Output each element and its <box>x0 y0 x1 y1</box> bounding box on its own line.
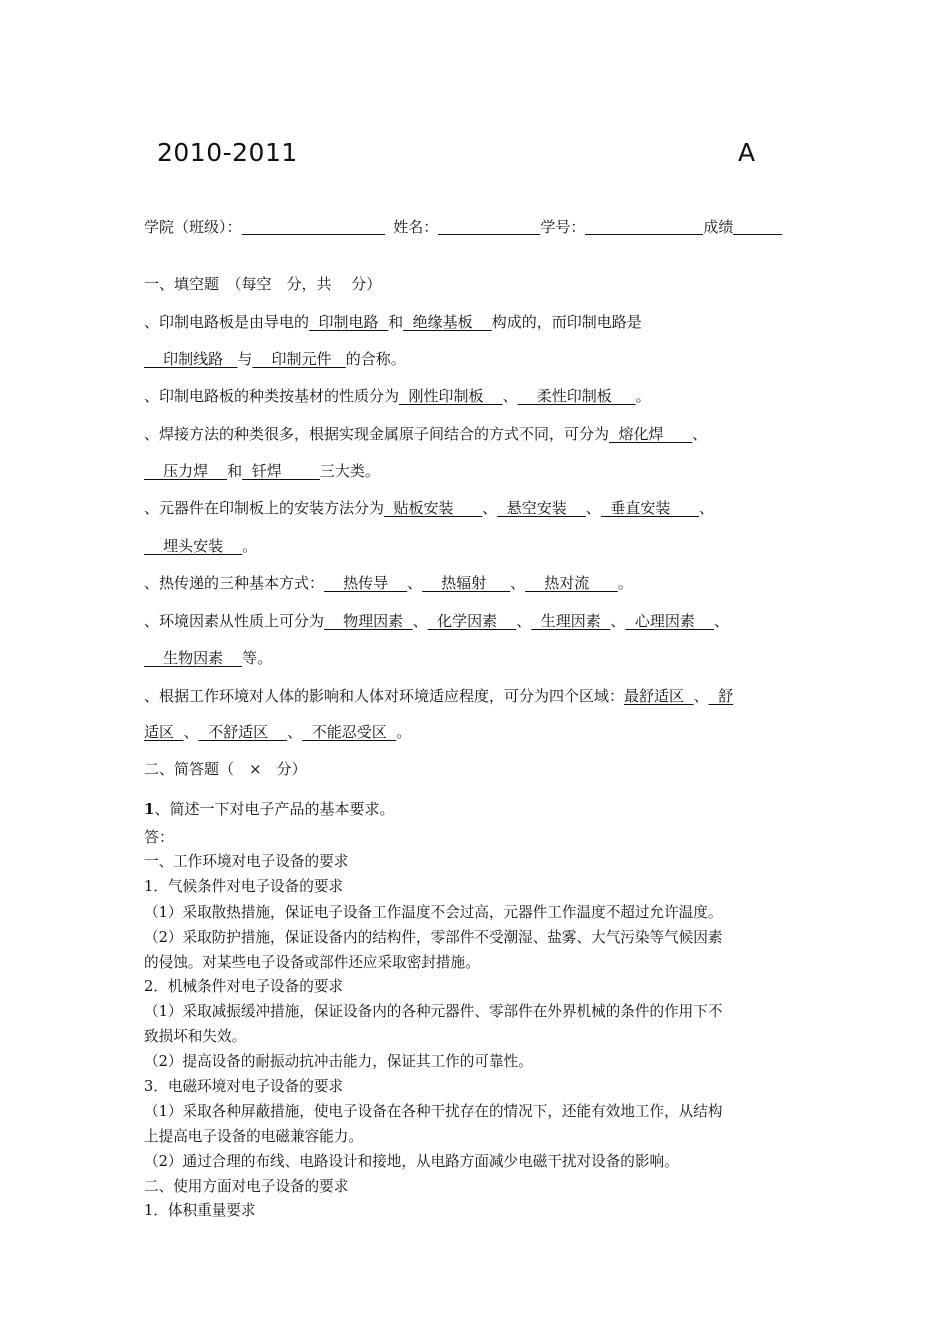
answer-blank: 热辐射 <box>422 574 511 592</box>
answer-line: （1）采取减振缓冲措施，保证设备内的各种元器件、零部件在外界机械的条件的作用下不 <box>144 1003 723 1020</box>
answer-line: 1．体积重量要求 <box>144 1202 256 1219</box>
question-4-line-2: 埋头安装 。 <box>144 537 258 555</box>
answer-blank: 柔性印制板 <box>517 387 636 405</box>
answer-line: 二、使用方面对电子设备的要求 <box>144 1178 349 1195</box>
answer-line: 3．电磁环境对电子设备的要求 <box>144 1078 344 1095</box>
answer-blank: 生理因素 <box>531 612 611 630</box>
answer-blank: 热对流 <box>525 574 618 592</box>
question-7-line-1: 、根据工作环境对人体的影响和人体对环境适应程度，可分为四个区域：最舒适区 、 舒 <box>144 687 734 705</box>
answer-blank: 印制元件 <box>252 350 346 368</box>
answer-blank: 熔化焊 <box>609 425 693 443</box>
question-4-line-1: 、元器件在印制板上的安装方法分为 贴板安装 、 悬空安装 、 垂直安装 、 <box>144 499 714 517</box>
answer-blank: 悬空安装 <box>497 499 586 517</box>
answer-blank: 最舒适区 <box>624 687 694 705</box>
answer-label: 答： <box>144 828 175 846</box>
answer-blank: 绝缘基板 <box>403 313 492 331</box>
college-label: 学院（班级）： <box>144 218 242 236</box>
answer-line: （1）采取各种屏蔽措施，使电子设备在各种干扰存在的情况下，还能有效地工作，从结构 <box>144 1103 723 1120</box>
answer-blank: 垂直安装 <box>600 499 699 517</box>
answer-blank: 压力焊 <box>144 462 228 480</box>
question-2: 、印制电路板的种类按基材的性质分为 刚性印制板 、 柔性印制板 。 <box>144 387 651 405</box>
answer-blank: 生物因素 <box>144 649 243 667</box>
section2-title: 二、简答题（ × 分） <box>144 760 307 778</box>
answer-line: （1）采取散热措施，保证电子设备工作温度不会过高，元器件工作温度不超过允许温度。 <box>144 904 723 921</box>
question-1-line-2: 印制线路 与 印制元件 的合称。 <box>144 350 406 368</box>
question-3-line-1: 、焊接方法的种类很多，根据实现金属原子间结合的方式不同，可分为 熔化焊 、 <box>144 425 708 443</box>
answer-line: 1．气候条件对电子设备的要求 <box>144 878 344 895</box>
answer-line: （2）采取防护措施，保证设备内的结构件，零部件不受潮湿、盐雾、大气污染等气候因素 <box>144 929 723 946</box>
section1-title: 一、填空题 （每空 分，共 分） <box>144 275 382 293</box>
question-3-line-2: 压力焊 和 钎焊 三大类。 <box>144 462 380 480</box>
answer-blank: 贴板安装 <box>384 499 483 517</box>
question-5: 、热传递的三种基本方式： 热传导 、 热辐射 、 热对流 。 <box>144 574 633 592</box>
answer-line: （2）通过合理的布线、电路设计和接地，从电路方面减少电磁干扰对设备的影响。 <box>144 1153 679 1170</box>
name-label: 姓名： <box>393 218 439 236</box>
question-1-line-1: 、印制电路板是由导电的 印制电路 和 绝缘基板 构成的，而印制电路是 <box>144 313 642 331</box>
answer-line: （2）提高设备的耐振动抗冲击能力，保证其工作的可靠性。 <box>144 1053 533 1070</box>
question-6-line-2: 生物因素 等。 <box>144 649 273 667</box>
exam-year: 2010-2011 <box>157 138 298 167</box>
answer-blank: 化学因素 <box>427 612 517 630</box>
answer-blank: 印制线路 <box>144 350 238 368</box>
answer-blank: 钎焊 <box>242 462 320 480</box>
college-blank[interactable] <box>242 220 385 235</box>
answer-blank: 刚性印制板 <box>399 387 503 405</box>
answer-line: 上提高电子设备的电磁兼容能力。 <box>144 1128 363 1145</box>
answer-blank: 心理因素 <box>625 612 714 630</box>
answer-blank: 物理因素 <box>324 612 413 630</box>
answer-blank: 适区 <box>144 723 184 741</box>
answer-blank: 不舒适区 <box>198 723 288 741</box>
answer-line: 一、工作环境对电子设备的要求 <box>144 853 349 870</box>
answer-blank: 埋头安装 <box>144 537 243 555</box>
short-question-1: 1、简述一下对电子产品的基本要求。 <box>144 800 395 818</box>
answer-blank: 舒 <box>708 687 734 705</box>
answer-line: 2．机械条件对电子设备的要求 <box>144 978 344 995</box>
answer-blank: 不能忍受区 <box>302 723 397 741</box>
answer-blank: 热传导 <box>324 574 408 592</box>
student-info-row <box>144 217 782 237</box>
question-number: 1 <box>144 800 155 818</box>
question-7-line-2: 适区 、 不舒适区 、 不能忍受区 。 <box>144 723 412 741</box>
answer-blank: 印制电路 <box>309 313 389 331</box>
question-6-line-1: 、环境因素从性质上可分为 物理因素 、 化学因素 、 生理因素 、 心理因素 、 <box>144 612 729 630</box>
score-blank[interactable] <box>733 220 782 235</box>
student-id-label: 学号： <box>540 218 586 236</box>
answer-line: 的侵蚀。对某些电子设备或部件还应采取密封措施。 <box>144 954 480 971</box>
score-label: 成绩 <box>703 218 734 236</box>
answer-line: 致损坏和失效。 <box>144 1028 247 1045</box>
name-blank[interactable] <box>438 220 540 235</box>
paper-version: A <box>738 138 756 167</box>
student-id-blank[interactable] <box>585 220 703 235</box>
